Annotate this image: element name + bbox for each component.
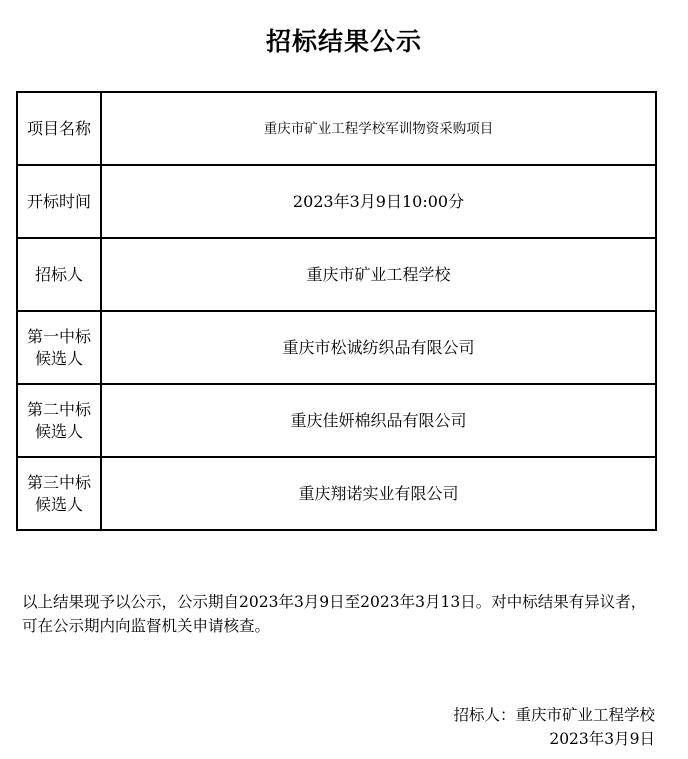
row-label-first-candidate: 第一中标候选人: [17, 311, 101, 384]
row-value-third-candidate: 重庆翔诺实业有限公司: [101, 457, 656, 530]
row-value-first-candidate: 重庆市松诚纺织品有限公司: [101, 311, 656, 384]
signature-issuer: 招标人：重庆市矿业工程学校: [453, 706, 655, 724]
document-title: 招标结果公示: [265, 27, 422, 56]
signature-block: [453, 703, 655, 751]
table-row: [17, 457, 656, 530]
table-row: [17, 165, 656, 238]
row-value-second-candidate: 重庆佳妍棉织品有限公司: [101, 384, 656, 457]
row-label-tenderer: 招标人: [17, 238, 101, 311]
row-value-tenderer: 重庆市矿业工程学校: [101, 238, 656, 311]
row-value-project-name: 重庆市矿业工程学校军训物资采购项目: [101, 92, 656, 165]
row-value-opening-time: 2023年3月9日10:00分: [101, 165, 656, 238]
row-label-second-candidate: 第二中标候选人: [17, 384, 101, 457]
row-label-third-candidate: 第三中标候选人: [17, 457, 101, 530]
row-label-project-name: 项目名称: [17, 92, 101, 165]
result-table: [16, 91, 657, 531]
signature-date: 2023年3月9日: [549, 730, 655, 748]
row-label-opening-time: 开标时间: [17, 165, 101, 238]
table-row: [17, 384, 656, 457]
table-row: [17, 311, 656, 384]
table-row: [17, 92, 656, 165]
notice-paragraph: 以上结果现予以公示，公示期自2023年3月9日至2023年3月13日。对中标结果有异议者，可在公示期内向监督机关申请核查。: [22, 593, 647, 635]
table-row: [17, 238, 656, 311]
